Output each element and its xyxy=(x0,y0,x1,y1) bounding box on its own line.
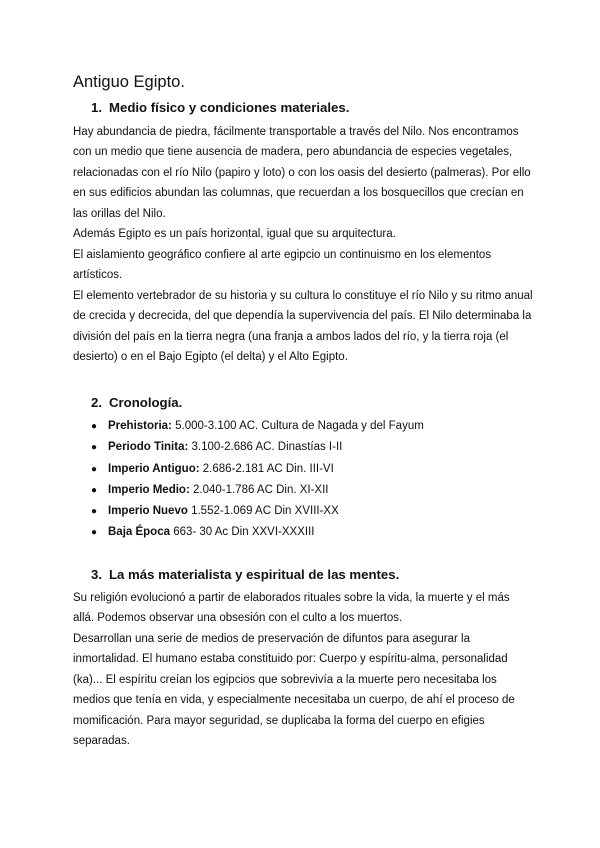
period-label: Prehistoria: xyxy=(108,420,172,432)
section-3-number: 3. xyxy=(91,567,102,582)
list-item xyxy=(91,480,424,501)
period-label: Imperio Medio: xyxy=(108,483,190,496)
section-1-paragraph: Además Egipto es un país horizontal, igual que su arquitectura. xyxy=(73,228,396,240)
bullet-icon: ● xyxy=(91,506,98,518)
bullet-icon: ● xyxy=(91,463,98,475)
period-text: 3.100-2.686 AC. Dinastías I-II xyxy=(188,441,343,454)
bullet-icon: ● xyxy=(91,421,98,432)
bullet-icon: ● xyxy=(91,442,98,454)
list-item xyxy=(91,522,424,543)
period-text: 2.040-1.786 AC Din. XI-XII xyxy=(189,483,329,496)
period-text: 2.686-2.181 AC Din. III-VI xyxy=(199,462,334,475)
section-3-heading xyxy=(91,566,399,584)
period-text: 1.552-1.069 AC Din XVIII-XX xyxy=(187,505,339,518)
section-1-paragraph: El elemento vertebrador de su historia y su cultura lo constituye el río Nilo y su ritmo anual de crecida y decrecida, del que dependía la supervivencia del país. El Nilo determinaba la división del país en la tierra negra (una franja a ambos lados del río, y la tierra roja (el desierto) o en el Bajo Egipto (el delta) y el Alto Egipto. xyxy=(73,290,533,364)
period-text: 5.000-3.100 AC. Cultura de Nagada y del Fayum xyxy=(171,420,424,432)
list-item xyxy=(91,501,424,522)
section-1-heading xyxy=(91,99,349,117)
section-3-paragraph: Desarrollan una serie de medios de preservación de difuntos para asegurar la inmortalidad. El humano estaba constituido por: Cuerpo y espíritu-alma, personalidad (ka)... El espíritu creían los egipcios que sobrevivía a la muerte pero necesitaba los medios que tenía en vida, y especialmente necesitaba un cuerpo, de ahí el proceso de momificación. Para mayor seguridad, se duplicaba la forma del cuerpo en efigies separadas. xyxy=(73,633,515,748)
bullet-icon: ● xyxy=(91,484,98,496)
section-2-heading xyxy=(91,394,182,412)
section-2-title: Cronología. xyxy=(109,395,183,410)
section-1-paragraph: El aislamiento geográfico confiere al arte egipcio un continuismo en los elementos artísticos. xyxy=(73,249,492,282)
bullet-icon: ● xyxy=(91,527,98,539)
section-2-number: 2. xyxy=(91,395,102,410)
section-1-title: Medio físico y condiciones materiales. xyxy=(109,100,350,115)
period-text: 663- 30 Ac Din XXVI-XXXIII xyxy=(170,526,315,539)
list-item xyxy=(91,437,424,458)
document-title: Antiguo Egipto. xyxy=(73,73,185,91)
list-item xyxy=(91,459,424,480)
section-3-paragraph: Su religión evolucionó a partir de elaborados rituales sobre la vida, la muerte y el más allá. Podemos observar una obsesión con el culto a los muertos. xyxy=(73,592,510,625)
section-3-title: La más materialista y espiritual de las mentes. xyxy=(109,567,400,582)
period-label: Imperio Nuevo xyxy=(108,505,188,518)
list-item xyxy=(91,416,424,437)
period-label: Baja Época xyxy=(108,526,170,539)
section-1-number: 1. xyxy=(91,100,102,115)
section-1-paragraph: Hay abundancia de piedra, fácilmente transportable a través del Nilo. Nos encontramos con un medio que tiene ausencia de madera, pero abundancia de especies vegetales, relacionadas con el río Nilo (papiro y loto) o con los oasis del desierto (palmeras). Por ello en sus edificios abundan las columnas, que recuerdan a los bosquecillos que crecían en las orillas del Nilo. xyxy=(73,126,531,220)
chronology-list xyxy=(91,416,424,544)
period-label: Imperio Antiguo: xyxy=(108,462,200,475)
period-label: Periodo Tinita: xyxy=(108,441,189,454)
